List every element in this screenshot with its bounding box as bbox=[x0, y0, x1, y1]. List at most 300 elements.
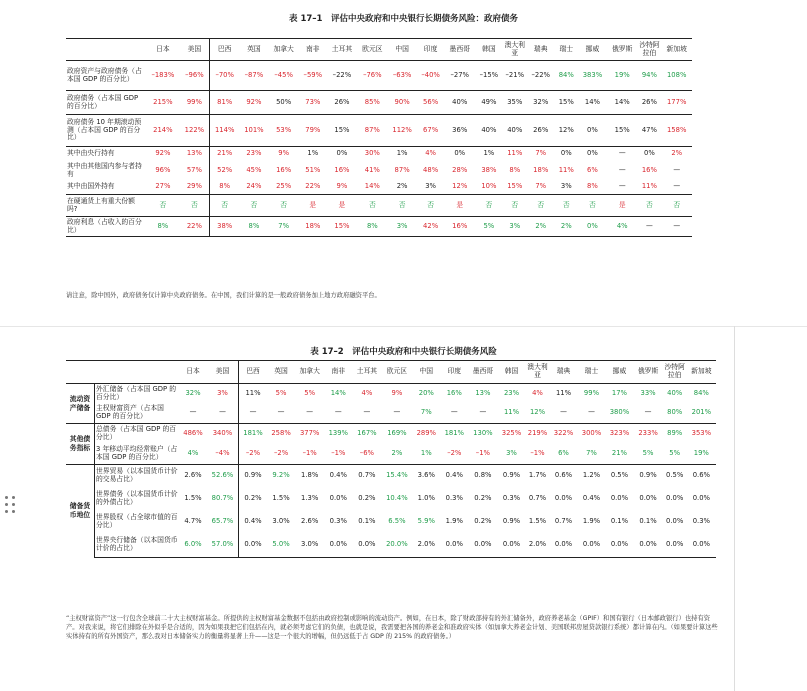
table-cell: 5% bbox=[295, 384, 324, 404]
table-row bbox=[66, 181, 692, 195]
column-header: 英国 bbox=[267, 361, 295, 384]
table-cell: 3% bbox=[425, 182, 436, 191]
table-cell: 67% bbox=[417, 115, 445, 147]
table-cell: 169% bbox=[382, 424, 413, 444]
table-cell: 0.0% bbox=[666, 517, 684, 526]
table-cell: 否 bbox=[503, 195, 527, 217]
table-cell: 0% bbox=[578, 147, 607, 162]
table1-note: 请注意，除中国外，政府债务仅计算中央政府债务。在中国，我们计算的是一般政府债务加上地方政府融资平台。 bbox=[66, 292, 381, 299]
table-cell: 是 bbox=[445, 195, 475, 217]
table-cell: 112% bbox=[388, 115, 417, 147]
column-header: 澳大利亚 bbox=[503, 39, 527, 61]
table-cell: 0.9% bbox=[502, 517, 521, 526]
column-header: 韩国 bbox=[498, 361, 526, 384]
table-cell: 90% bbox=[388, 91, 417, 115]
table-cell: 87% bbox=[394, 166, 410, 175]
table-cell: 6.5% bbox=[388, 517, 406, 526]
table-cell: 12% bbox=[452, 182, 468, 191]
table-cell: 42% bbox=[417, 217, 445, 237]
column-header: 美国 bbox=[207, 361, 238, 384]
table-cell: –1% bbox=[475, 448, 490, 457]
table-cell: 0.2% bbox=[474, 517, 492, 526]
table-cell: 99% bbox=[577, 384, 605, 404]
table-cell: 22% bbox=[180, 217, 210, 237]
table-cell: –27% bbox=[445, 61, 475, 91]
row-label: 政府资产与政府债务（占本国 GDP 的百分比） bbox=[66, 61, 146, 91]
table-cell: 65.7% bbox=[211, 517, 234, 526]
table-cell: –2% bbox=[273, 448, 289, 457]
section-divider bbox=[0, 326, 807, 327]
table-cell: 0.8% bbox=[468, 465, 497, 488]
table-cell: 50% bbox=[268, 91, 298, 115]
table-cell: 85% bbox=[357, 91, 387, 115]
table-cell: 0% bbox=[327, 147, 357, 162]
table-cell: 26% bbox=[527, 115, 555, 147]
table-cell: — bbox=[607, 147, 637, 162]
table-cell: 219% bbox=[526, 424, 550, 444]
table-cell: 11% bbox=[238, 384, 267, 404]
table-cell: –22% bbox=[527, 61, 555, 91]
table-cell: –1% bbox=[530, 448, 545, 457]
table-cell: 12% bbox=[555, 115, 578, 147]
table-cell: 0.0% bbox=[324, 534, 352, 558]
table-cell: 1.5% bbox=[184, 494, 202, 503]
column-header: 土耳其 bbox=[327, 39, 357, 61]
table-cell: 16% bbox=[641, 166, 657, 175]
table-cell: 1% bbox=[420, 448, 432, 457]
table-cell: 1.0% bbox=[417, 494, 435, 503]
table-cell: 0% bbox=[637, 147, 661, 162]
row-label: 政府利息（占收入的百分比） bbox=[66, 217, 146, 237]
table-cell: 323% bbox=[605, 424, 633, 444]
column-header: 沙特阿拉伯 bbox=[663, 361, 687, 384]
table-cell: 23% bbox=[498, 384, 526, 404]
table-cell: 0.0% bbox=[238, 534, 267, 558]
table-cell: 7% bbox=[586, 448, 597, 457]
table-cell: –96% bbox=[180, 61, 210, 91]
table-cell: 214% bbox=[146, 115, 180, 147]
table-cell: 0.0% bbox=[633, 534, 662, 558]
table-cell: 2% bbox=[555, 217, 578, 237]
table-cell: — bbox=[673, 182, 681, 191]
table-cell: 108% bbox=[661, 61, 692, 91]
column-header: 日本 bbox=[179, 361, 207, 384]
table-cell: 11% bbox=[503, 408, 520, 417]
table-cell: 0.0% bbox=[663, 534, 687, 558]
table-cell: 15.4% bbox=[382, 465, 413, 488]
table-cell: 48% bbox=[423, 166, 439, 175]
table-cell: 6% bbox=[558, 448, 569, 457]
table-cell: 16% bbox=[445, 217, 475, 237]
column-header: 印度 bbox=[417, 39, 445, 61]
table-cell: 27% bbox=[155, 182, 171, 191]
table2-title: 表 17–2 评估中央政府和中央银行长期债务风险 bbox=[310, 347, 497, 357]
table-cell: 4% bbox=[417, 147, 445, 162]
table-cell: 0.1% bbox=[639, 517, 657, 526]
table-cell: 0.5% bbox=[605, 465, 633, 488]
table-cell: 0.0% bbox=[352, 534, 381, 558]
row-label: 主权财富资产（占本国 GDP 的百分比） bbox=[95, 404, 180, 424]
row-label: 在硬通货上有重大份额吗? bbox=[66, 195, 146, 217]
table-cell: 否 bbox=[661, 195, 692, 217]
table-cell: 3% bbox=[207, 384, 238, 404]
table-cell: 0.0% bbox=[554, 494, 573, 503]
column-header: 土耳其 bbox=[352, 361, 381, 384]
table-cell: –63% bbox=[388, 61, 417, 91]
table-cell: 15% bbox=[607, 115, 637, 147]
table-cell: 167% bbox=[352, 424, 381, 444]
table-cell: 92% bbox=[239, 91, 268, 115]
table-cell: 9% bbox=[268, 147, 298, 162]
table-cell: 否 bbox=[417, 195, 445, 217]
table-cell: 8% bbox=[587, 182, 598, 191]
table-cell: 21% bbox=[210, 147, 240, 162]
table-cell: 1.2% bbox=[577, 465, 605, 488]
table-cell: 0.3% bbox=[692, 517, 710, 526]
table-cell: 47% bbox=[637, 115, 661, 147]
table-cell: 84% bbox=[555, 61, 578, 91]
table-cell: 38% bbox=[210, 217, 240, 237]
table-row bbox=[66, 195, 692, 217]
column-header: 加拿大 bbox=[295, 361, 324, 384]
column-header: 中国 bbox=[412, 361, 440, 384]
group-label: 流动资产储备 bbox=[66, 384, 95, 424]
column-header: 新加坡 bbox=[661, 39, 692, 61]
table-cell: 380% bbox=[609, 408, 630, 417]
table-cell: 17% bbox=[605, 384, 633, 404]
table-cell: — bbox=[661, 217, 692, 237]
table-cell: 0.3% bbox=[445, 494, 463, 503]
table-cell: 181% bbox=[238, 424, 267, 444]
table-row bbox=[66, 444, 716, 465]
table1 bbox=[66, 38, 692, 237]
table-cell: –2% bbox=[447, 448, 462, 457]
table-cell: 201% bbox=[691, 408, 712, 417]
table-cell: 0.3% bbox=[502, 494, 521, 503]
table-cell: –183% bbox=[146, 61, 180, 91]
table-cell: 0% bbox=[578, 217, 607, 237]
table-cell: — bbox=[334, 408, 342, 417]
table-cell: 29% bbox=[186, 182, 202, 191]
table-cell: –4% bbox=[215, 448, 230, 457]
table-cell: 12% bbox=[529, 408, 546, 417]
column-header: 瑞典 bbox=[550, 361, 578, 384]
group-label: 储备货币地位 bbox=[66, 465, 95, 558]
table-cell: 1% bbox=[388, 147, 417, 162]
table-cell: 11% bbox=[641, 182, 657, 191]
table-cell: 8% bbox=[509, 166, 521, 175]
column-header: 巴西 bbox=[238, 361, 267, 384]
table-cell: –40% bbox=[417, 61, 445, 91]
table-cell: 否 bbox=[527, 195, 555, 217]
table-row bbox=[66, 61, 692, 91]
table-cell: 25% bbox=[276, 182, 292, 191]
table-cell: — bbox=[450, 408, 458, 417]
table-cell: 否 bbox=[475, 195, 503, 217]
table1-header-row bbox=[66, 39, 692, 61]
table-row bbox=[66, 404, 716, 424]
table-cell: 35% bbox=[503, 91, 527, 115]
table-cell: 22% bbox=[305, 182, 321, 191]
table-cell: 否 bbox=[210, 195, 240, 217]
row-label: 其中由国外持有 bbox=[67, 182, 115, 191]
table-row bbox=[66, 217, 692, 237]
row-label: 外汇储备（占本国 GDP 的百分比） bbox=[95, 384, 180, 404]
table-cell: 5.0% bbox=[267, 534, 295, 558]
table-cell: –87% bbox=[239, 61, 268, 91]
table-cell: 0.9% bbox=[633, 465, 662, 488]
table-cell: 158% bbox=[661, 115, 692, 147]
table-cell: 96% bbox=[155, 166, 171, 175]
table-cell: 340% bbox=[207, 424, 238, 444]
table-cell: 8% bbox=[146, 217, 180, 237]
table-cell: –22% bbox=[327, 61, 357, 91]
column-header: 欧元区 bbox=[357, 39, 387, 61]
table-cell: 8% bbox=[210, 181, 240, 195]
table-cell: 353% bbox=[687, 424, 716, 444]
table-cell: — bbox=[618, 166, 626, 175]
table1-corner bbox=[66, 39, 146, 61]
column-header: 英国 bbox=[239, 39, 268, 61]
table-cell: 0.0% bbox=[440, 534, 468, 558]
table-cell: — bbox=[560, 408, 567, 417]
table-cell: 101% bbox=[239, 115, 268, 147]
table-cell: 40% bbox=[445, 91, 475, 115]
table-cell: –6% bbox=[359, 448, 374, 457]
table-cell: 0.4% bbox=[238, 511, 267, 534]
table-cell: 2% bbox=[527, 217, 555, 237]
table-cell: — bbox=[393, 408, 401, 417]
table-cell: — bbox=[644, 408, 652, 417]
table-cell: 9% bbox=[382, 384, 413, 404]
table-cell: 114% bbox=[210, 115, 240, 147]
table-cell: 13% bbox=[180, 147, 210, 162]
column-header: 瑞典 bbox=[527, 39, 555, 61]
table-cell: 否 bbox=[146, 195, 180, 217]
table-cell: 9.2% bbox=[267, 465, 295, 488]
column-header: 澳大利亚 bbox=[526, 361, 550, 384]
table-cell: 0.7% bbox=[352, 465, 381, 488]
table-cell: 122% bbox=[180, 115, 210, 147]
table-cell: — bbox=[637, 217, 661, 237]
table-cell: 0.0% bbox=[577, 534, 605, 558]
table-cell: 16% bbox=[334, 166, 350, 175]
table-cell: 40% bbox=[475, 115, 503, 147]
table-cell: 32% bbox=[527, 91, 555, 115]
table-row bbox=[66, 424, 716, 444]
table1-title: 表 17–1 评估中央政府和中央银行长期债务风险：政府债务 bbox=[289, 14, 518, 24]
table-cell: –21% bbox=[503, 61, 527, 91]
table-row bbox=[66, 534, 716, 558]
table-cell: 49% bbox=[475, 91, 503, 115]
row-label: 其中由央行持有 bbox=[66, 147, 146, 162]
table-cell: 0.0% bbox=[468, 534, 497, 558]
table-cell: 0.0% bbox=[605, 534, 633, 558]
table-cell: 53% bbox=[268, 115, 298, 147]
table-cell: 7% bbox=[268, 217, 298, 237]
table-cell: 80.7% bbox=[211, 494, 234, 503]
table-cell: 8% bbox=[357, 217, 387, 237]
table-cell: 11% bbox=[550, 384, 578, 404]
table-cell: 4% bbox=[607, 217, 637, 237]
table-cell: 24% bbox=[246, 182, 262, 191]
table-row bbox=[66, 91, 692, 115]
table-cell: 57.0% bbox=[207, 534, 238, 558]
table-cell: 0.0% bbox=[329, 494, 347, 503]
table-cell: 0% bbox=[555, 147, 578, 162]
table-cell: 87% bbox=[357, 115, 387, 147]
table-cell: 5% bbox=[267, 384, 295, 404]
table-cell: 2.6% bbox=[179, 465, 207, 488]
table-cell: 486% bbox=[179, 424, 207, 444]
table-cell: 0.9% bbox=[498, 465, 526, 488]
table-cell: 0.0% bbox=[610, 494, 629, 503]
table-cell: 18% bbox=[299, 217, 327, 237]
table-cell: — bbox=[277, 408, 285, 417]
table-cell: 21% bbox=[611, 448, 628, 457]
table-cell: 41% bbox=[364, 166, 380, 175]
table-row bbox=[66, 384, 716, 404]
row-label: 世界央行储备（以本国货币计价的占比） bbox=[95, 534, 180, 558]
table-cell: 0.1% bbox=[358, 517, 376, 526]
table-cell: –70% bbox=[210, 61, 240, 91]
table-cell: 30% bbox=[357, 147, 387, 162]
table-cell: 否 bbox=[578, 195, 607, 217]
table-cell: 11% bbox=[558, 166, 574, 175]
table-cell: 20.0% bbox=[382, 534, 413, 558]
table-row bbox=[66, 511, 716, 534]
table-cell: 13% bbox=[468, 384, 497, 404]
table-cell: 19% bbox=[693, 448, 709, 457]
table-cell: –1% bbox=[302, 448, 317, 457]
table-cell: 57% bbox=[186, 166, 202, 175]
table-row bbox=[66, 115, 692, 147]
column-header: 南非 bbox=[299, 39, 327, 61]
table-cell: 94% bbox=[637, 61, 661, 91]
table-cell: 0.3% bbox=[329, 517, 347, 526]
table2-note: “主权财富资产”这一行包含全球前二十大主权财富基金。所提供的主权财富基金数据不包括由政府控制或影响的流动资产。例如，在日本，除了财政部持有的外汇储备外，政府养老基金（GPIF）和国有银行（日本邮政银行）也持有资产。对我来说，将它们排除在外似乎是合适的，因为如果我把它们包括在内，就必须考虑它们的负债，也就是说，我需要把各国的养老金和准政府实体（如加拿大养老金计划、美国联邦房屋贷款银行系统）都计算在内。（如果要计算这些实体持有的所有外国资产，那么我对日本储备实力的衡量将显著上升——这是一个很大的增幅，但仍远低于占 GDP 的 215% 的政府债务。） bbox=[66, 615, 718, 641]
table-cell: 18% bbox=[533, 166, 549, 175]
table-cell: 181% bbox=[440, 424, 468, 444]
table2-header-row bbox=[66, 361, 716, 384]
table-cell: 33% bbox=[633, 384, 662, 404]
table-cell: 0.9% bbox=[238, 465, 267, 488]
table-cell: 289% bbox=[412, 424, 440, 444]
row-label: 世界股权（占全球市值的百分比） bbox=[95, 511, 180, 534]
table-cell: 0.0% bbox=[687, 534, 716, 558]
table-cell: 0.6% bbox=[687, 465, 716, 488]
table-cell: 40% bbox=[503, 115, 527, 147]
table-cell: 38% bbox=[481, 166, 497, 175]
table2-corner bbox=[66, 361, 179, 384]
table-cell: 5% bbox=[475, 217, 503, 237]
table-cell: 0.2% bbox=[358, 494, 376, 503]
table-cell: 99% bbox=[180, 91, 210, 115]
table-cell: 7% bbox=[420, 408, 432, 417]
table-cell: 2.6% bbox=[301, 517, 319, 526]
table-cell: 是 bbox=[327, 195, 357, 217]
table-cell: 0.4% bbox=[582, 494, 601, 503]
table-cell: 14% bbox=[364, 182, 380, 191]
table-cell: 36% bbox=[445, 115, 475, 147]
table-cell: 6.0% bbox=[179, 534, 207, 558]
group-label: 其他债务指标 bbox=[66, 424, 95, 465]
table-cell: 52% bbox=[210, 162, 240, 181]
table-cell: –1% bbox=[331, 448, 346, 457]
table-cell: 0.6% bbox=[550, 465, 578, 488]
table-cell: — bbox=[673, 166, 681, 175]
table-cell: –15% bbox=[475, 61, 503, 91]
table-cell: 28% bbox=[452, 166, 468, 175]
table-cell: 0.2% bbox=[474, 494, 492, 503]
table-cell: — bbox=[588, 408, 595, 417]
table-cell: 14% bbox=[607, 91, 637, 115]
table-cell: 325% bbox=[498, 424, 526, 444]
table-row bbox=[66, 465, 716, 488]
table-cell: 否 bbox=[268, 195, 298, 217]
table-cell: 4% bbox=[187, 448, 199, 457]
column-header: 俄罗斯 bbox=[633, 361, 662, 384]
table-cell: 11% bbox=[503, 147, 527, 162]
table-cell: 2% bbox=[396, 182, 408, 191]
table-row bbox=[66, 488, 716, 511]
table-cell: 92% bbox=[146, 147, 180, 162]
table-cell: 0.4% bbox=[324, 465, 352, 488]
table-cell: 26% bbox=[327, 91, 357, 115]
table-cell: 1% bbox=[299, 147, 327, 162]
table-cell: 3.0% bbox=[295, 534, 324, 558]
table-cell: 73% bbox=[299, 91, 327, 115]
table-cell: 0.4% bbox=[440, 465, 468, 488]
table-cell: 81% bbox=[210, 91, 240, 115]
table-cell: 40% bbox=[663, 384, 687, 404]
table-cell: 4% bbox=[526, 384, 550, 404]
table2 bbox=[66, 360, 716, 558]
table-cell: 3.6% bbox=[412, 465, 440, 488]
table-cell: 2% bbox=[391, 448, 403, 457]
table-cell: 否 bbox=[555, 195, 578, 217]
table-cell: 0.0% bbox=[639, 494, 657, 503]
table-cell: 6% bbox=[587, 166, 598, 175]
table-cell: 23% bbox=[239, 147, 268, 162]
table-cell: 1.3% bbox=[301, 494, 319, 503]
column-header: 欧元区 bbox=[382, 361, 413, 384]
row-label: 世界债务（以本国货币计价的外债占比） bbox=[95, 488, 180, 511]
column-header: 加拿大 bbox=[268, 39, 298, 61]
table-cell: –2% bbox=[238, 444, 267, 465]
table-cell: 7% bbox=[527, 147, 555, 162]
table-cell: — bbox=[189, 408, 197, 417]
table-cell: 215% bbox=[146, 91, 180, 115]
table-cell: 0.0% bbox=[498, 534, 526, 558]
table-cell: 130% bbox=[468, 424, 497, 444]
table-cell: 0.0% bbox=[692, 494, 710, 503]
table-cell: — bbox=[219, 408, 226, 417]
table-cell: 0.1% bbox=[610, 517, 629, 526]
table-cell: 52.6% bbox=[207, 465, 238, 488]
table-cell: — bbox=[238, 404, 267, 424]
table-cell: 0.7% bbox=[528, 494, 547, 503]
drag-handle-icon[interactable] bbox=[5, 496, 21, 514]
table-cell: — bbox=[479, 408, 487, 417]
table-cell: 5.9% bbox=[417, 517, 435, 526]
table-cell: 15% bbox=[327, 115, 357, 147]
table-cell: 是 bbox=[607, 195, 637, 217]
table-cell: 1.5% bbox=[528, 517, 547, 526]
table-cell: 89% bbox=[663, 424, 687, 444]
table-cell: 3% bbox=[388, 217, 417, 237]
table-cell: 0% bbox=[578, 115, 607, 147]
